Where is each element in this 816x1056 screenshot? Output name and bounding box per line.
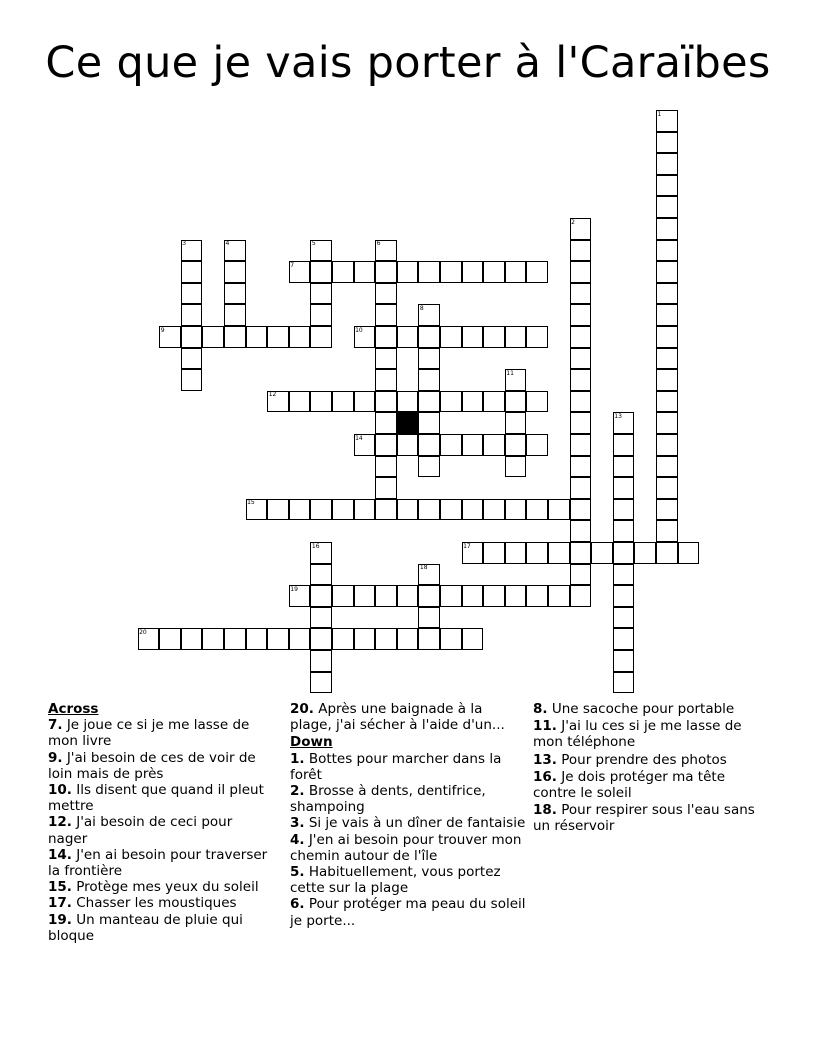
clue-text: Si je vais à un dîner de fantaisie — [304, 815, 526, 832]
grid-cell[interactable] — [354, 585, 376, 607]
grid-cell[interactable] — [634, 542, 656, 564]
grid-cell[interactable] — [570, 412, 592, 434]
clue-number: 20 — [139, 628, 147, 636]
clue-number-label: 3. — [290, 815, 305, 832]
grid-cell[interactable] — [656, 153, 678, 175]
clue-number-label: 1. — [290, 750, 305, 767]
clue-number: 3 — [182, 240, 187, 248]
page-title: Ce que je vais porter à l'Caraïbes — [45, 38, 771, 88]
clue-text: Après une baignade à la plage, j'ai sécher à l'aide d'un... — [290, 701, 505, 734]
clue-item — [48, 814, 270, 846]
grid-cell[interactable] — [375, 261, 397, 283]
grid-cell[interactable] — [483, 542, 505, 564]
grid-cell[interactable] — [375, 434, 397, 456]
grid-cell[interactable] — [310, 672, 332, 694]
grid-cell[interactable] — [332, 391, 354, 413]
clue-number: 10 — [355, 326, 363, 334]
grid-cell[interactable] — [397, 326, 419, 348]
grid-cell[interactable] — [613, 564, 635, 586]
grid-cell[interactable] — [656, 434, 678, 456]
grid-cell[interactable] — [418, 412, 440, 434]
grid-cell[interactable] — [656, 326, 678, 348]
clue-text: Pour respirer sous l'eau sans un réservoir — [533, 802, 755, 835]
grid-cell[interactable] — [418, 585, 440, 607]
grid-cell[interactable] — [375, 391, 397, 413]
grid-cell[interactable] — [375, 283, 397, 305]
clue-item — [533, 718, 769, 750]
clue-text: Habituellement, vous portez cette sur la plage — [290, 864, 501, 897]
grid-cell[interactable] — [332, 499, 354, 521]
grid-cell[interactable] — [224, 326, 246, 348]
grid-cell[interactable] — [181, 261, 203, 283]
grid-cell[interactable] — [310, 304, 332, 326]
clues-column-3 — [533, 701, 769, 835]
grid-cell[interactable] — [656, 175, 678, 197]
grid-cell[interactable] — [310, 391, 332, 413]
grid-cell[interactable] — [397, 434, 419, 456]
grid-cell[interactable] — [375, 499, 397, 521]
grid-cell[interactable] — [570, 542, 592, 564]
clue-text: Protège mes yeux du soleil — [71, 879, 259, 896]
clue-text: J'en ai besoin pour trouver mon chemin autour de l'île — [290, 831, 522, 864]
grid-cell[interactable] — [613, 434, 635, 456]
grid-cell[interactable] — [224, 261, 246, 283]
clue-text: Chasser les moustiques — [71, 895, 237, 912]
grid-cell[interactable] — [354, 628, 376, 650]
grid-cell[interactable] — [548, 542, 570, 564]
grid-cell[interactable] — [332, 585, 354, 607]
grid-cell[interactable] — [310, 564, 332, 586]
clue-number: 12 — [268, 391, 277, 399]
clue-number-label: 6. — [290, 896, 305, 913]
grid-cell[interactable] — [570, 564, 592, 586]
clue-text: Brosse à dents, dentifrice, shampoing — [290, 783, 486, 816]
grid-cell[interactable] — [289, 628, 311, 650]
grid-cell[interactable] — [656, 304, 678, 326]
clue-number-label: 19. — [48, 911, 72, 928]
clue-number: 16 — [311, 542, 320, 550]
grid-cell[interactable] — [310, 261, 332, 283]
grid-cell[interactable] — [310, 585, 332, 607]
clue-number: 5 — [311, 240, 316, 248]
grid-cell[interactable] — [505, 456, 527, 478]
grid-cell[interactable] — [483, 434, 505, 456]
clue-number-label: 11. — [533, 718, 557, 735]
clue-text: J'ai besoin de ces de voir de loin mais de près — [48, 749, 256, 782]
grid-cell[interactable] — [656, 477, 678, 499]
clue-number-label: 5. — [290, 864, 305, 881]
grid-cell[interactable] — [656, 348, 678, 370]
grid-cell[interactable] — [397, 628, 419, 650]
clue-item — [290, 815, 526, 831]
clue-text: J'en ai besoin pour traverser la frontière — [48, 846, 268, 880]
clue-number: 19 — [290, 585, 298, 593]
grid-cell[interactable] — [570, 304, 592, 326]
clue-item — [48, 895, 270, 911]
grid-cell[interactable] — [526, 261, 548, 283]
grid-cell[interactable] — [505, 412, 527, 434]
grid-cell[interactable] — [267, 628, 289, 650]
grid-cell[interactable] — [354, 391, 376, 413]
clue-item — [533, 701, 769, 717]
grid-cell[interactable] — [440, 326, 462, 348]
clue-item — [290, 701, 526, 733]
down-heading: Down — [290, 734, 333, 751]
clue-number: 17 — [463, 542, 471, 550]
grid-cell[interactable] — [570, 434, 592, 456]
grid-cell[interactable] — [505, 542, 527, 564]
grid-cell[interactable] — [656, 261, 678, 283]
grid-cell[interactable] — [462, 261, 484, 283]
grid-cell[interactable] — [289, 391, 311, 413]
grid-cell[interactable] — [548, 585, 570, 607]
grid-cell[interactable] — [418, 499, 440, 521]
clues-column-2 — [290, 701, 526, 929]
grid-cell[interactable] — [418, 348, 440, 370]
grid-cell[interactable] — [440, 499, 462, 521]
clue-number: 14 — [355, 434, 363, 442]
grid-cell[interactable] — [656, 218, 678, 240]
grid-cell[interactable] — [310, 326, 332, 348]
grid-cell[interactable] — [181, 369, 203, 391]
grid-cell[interactable] — [656, 456, 678, 478]
clue-item — [533, 752, 769, 768]
grid-cell[interactable] — [440, 585, 462, 607]
grid-cell[interactable] — [462, 434, 484, 456]
clue-item — [48, 750, 270, 782]
grid-cell[interactable] — [570, 499, 592, 521]
grid-cell[interactable] — [656, 391, 678, 413]
grid-cell[interactable] — [613, 542, 635, 564]
grid-cell[interactable] — [462, 499, 484, 521]
grid-cell[interactable] — [505, 499, 527, 521]
clue-number: 11 — [506, 369, 514, 377]
grid-cell[interactable] — [656, 283, 678, 305]
down-clue-list-continued — [533, 701, 769, 835]
clue-number: 13 — [614, 412, 622, 420]
grid-cell[interactable] — [483, 391, 505, 413]
grid-cell[interactable] — [613, 520, 635, 542]
grid-cell[interactable] — [375, 477, 397, 499]
clue-item — [48, 879, 270, 895]
grid-cell[interactable] — [462, 391, 484, 413]
clue-number-label: 17. — [48, 895, 72, 912]
clue-item — [48, 782, 270, 814]
clues-column-1 — [48, 701, 270, 944]
grid-cell[interactable] — [613, 499, 635, 521]
clue-item — [290, 896, 526, 928]
grid-cell[interactable] — [418, 391, 440, 413]
grid-cell[interactable] — [656, 542, 678, 564]
clue-text: J'ai lu ces si je me lasse de mon téléphone — [533, 718, 742, 751]
grid-cell[interactable] — [310, 650, 332, 672]
clue-item — [48, 912, 270, 944]
across-heading: Across — [48, 701, 99, 717]
grid-cell[interactable] — [591, 542, 613, 564]
grid-cell[interactable] — [289, 499, 311, 521]
grid-cell[interactable] — [613, 456, 635, 478]
grid-cell[interactable] — [526, 391, 548, 413]
grid-cell[interactable] — [224, 628, 246, 650]
grid-cell[interactable] — [418, 607, 440, 629]
grid-cell[interactable] — [678, 542, 700, 564]
grid-cell[interactable] — [418, 628, 440, 650]
grid-cell[interactable] — [375, 585, 397, 607]
grid-cell[interactable] — [505, 391, 527, 413]
grid-cell[interactable] — [310, 499, 332, 521]
grid-cell[interactable] — [375, 369, 397, 391]
grid-cell[interactable] — [181, 283, 203, 305]
grid-cell[interactable] — [462, 628, 484, 650]
grid-cell[interactable] — [397, 261, 419, 283]
grid-cell[interactable] — [310, 628, 332, 650]
grid-cell[interactable] — [375, 304, 397, 326]
grid-cell[interactable] — [505, 261, 527, 283]
clue-text: Pour prendre des photos — [556, 751, 727, 768]
grid-cell[interactable] — [656, 369, 678, 391]
grid-cell[interactable] — [505, 585, 527, 607]
grid-cell[interactable] — [246, 628, 268, 650]
clue-text: Je dois protéger ma tête contre le soleil — [533, 768, 726, 802]
clue-text: Pour protéger ma peau du soleil je porte... — [290, 896, 526, 929]
grid-cell[interactable] — [483, 585, 505, 607]
grid-cell[interactable] — [181, 304, 203, 326]
clue-number: 15 — [247, 499, 255, 507]
grid-cell[interactable] — [202, 628, 224, 650]
grid-cell[interactable] — [570, 326, 592, 348]
grid-cell[interactable] — [224, 283, 246, 305]
grid-cell[interactable] — [267, 326, 289, 348]
clue-number: 18 — [419, 564, 428, 572]
grid-cell[interactable] — [440, 261, 462, 283]
grid-cell[interactable] — [613, 628, 635, 650]
grid-cell[interactable] — [548, 499, 570, 521]
clue-item — [290, 832, 526, 864]
clue-item — [290, 751, 526, 783]
grid-cell[interactable] — [462, 585, 484, 607]
grid-cell[interactable] — [613, 607, 635, 629]
grid-cell[interactable] — [332, 628, 354, 650]
grid-cell[interactable] — [570, 283, 592, 305]
grid-cell[interactable] — [332, 261, 354, 283]
clue-number-label: 14. — [48, 846, 72, 863]
grid-cell[interactable] — [570, 369, 592, 391]
grid-cell[interactable] — [375, 326, 397, 348]
grid-cell[interactable] — [613, 672, 635, 694]
grid-cell[interactable] — [224, 304, 246, 326]
clue-number-label: 20. — [290, 701, 314, 717]
grid-cell[interactable] — [483, 326, 505, 348]
clue-item — [48, 847, 270, 879]
grid-cell[interactable] — [526, 434, 548, 456]
grid-cell[interactable] — [505, 434, 527, 456]
grid-cell[interactable] — [375, 628, 397, 650]
clue-number-label: 10. — [48, 782, 72, 799]
grid-cell[interactable] — [570, 240, 592, 262]
clue-number-label: 7. — [48, 717, 63, 734]
grid-cell[interactable] — [505, 326, 527, 348]
across-clue-list — [48, 717, 270, 944]
clue-text: Une sacoche pour portable — [547, 701, 735, 717]
grid-cell[interactable] — [289, 326, 311, 348]
grid-cell[interactable] — [354, 499, 376, 521]
grid-cell[interactable] — [159, 628, 181, 650]
clue-number-label: 12. — [48, 814, 72, 831]
clue-number: 1 — [657, 110, 662, 118]
grid-cell[interactable] — [656, 196, 678, 218]
grid-cell[interactable] — [526, 326, 548, 348]
grid-cell[interactable] — [181, 348, 203, 370]
clue-item — [533, 802, 769, 834]
clue-number-label: 13. — [533, 751, 557, 768]
clue-text: Bottes pour marcher dans la forêt — [290, 750, 502, 783]
grid-cell[interactable] — [418, 456, 440, 478]
across-clue-list-continued — [290, 701, 526, 733]
clue-number: 2 — [571, 218, 575, 226]
grid-cell[interactable] — [181, 628, 203, 650]
clue-item — [533, 769, 769, 801]
grid-cell[interactable] — [656, 520, 678, 542]
grid-cell[interactable] — [656, 412, 678, 434]
grid-cell[interactable] — [656, 132, 678, 154]
grid-cell[interactable] — [656, 240, 678, 262]
clue-number: 8 — [419, 304, 424, 312]
clue-item — [290, 783, 526, 815]
grid-cell[interactable] — [570, 477, 592, 499]
grid-cell[interactable] — [526, 499, 548, 521]
grid-cell[interactable] — [526, 542, 548, 564]
grid-cell[interactable] — [418, 369, 440, 391]
clue-number-label: 2. — [290, 783, 305, 800]
grid-cell[interactable] — [181, 326, 203, 348]
grid-cell[interactable] — [462, 326, 484, 348]
clue-number-label: 15. — [48, 879, 72, 896]
grid-cell[interactable] — [613, 650, 635, 672]
grid-cell[interactable] — [570, 348, 592, 370]
grid-cell[interactable] — [570, 261, 592, 283]
clue-number: 7 — [290, 261, 295, 269]
grid-cell[interactable] — [397, 499, 419, 521]
clue-item — [290, 864, 526, 896]
grid-cell[interactable] — [375, 412, 397, 434]
grid-cell[interactable] — [483, 261, 505, 283]
grid-cell[interactable] — [418, 434, 440, 456]
grid-cell[interactable] — [483, 499, 505, 521]
grid-cell[interactable] — [202, 326, 224, 348]
grid-cell[interactable] — [310, 607, 332, 629]
grid-cell[interactable] — [570, 520, 592, 542]
grid-cell[interactable] — [354, 261, 376, 283]
grid-cell[interactable] — [246, 326, 268, 348]
clue-number-label: 9. — [48, 749, 63, 766]
clue-number: 4 — [225, 240, 230, 248]
clue-text: J'ai besoin de ceci pour nager — [48, 814, 233, 847]
clue-text: Je joue ce si je me lasse de mon livre — [48, 717, 250, 750]
black-square — [397, 412, 419, 434]
grid-cell[interactable] — [613, 585, 635, 607]
clue-number: 6 — [376, 240, 381, 248]
grid-cell[interactable] — [310, 283, 332, 305]
clue-number-label: 8. — [533, 701, 548, 717]
down-clue-list — [290, 751, 526, 929]
grid-cell[interactable] — [397, 585, 419, 607]
grid-cell[interactable] — [267, 499, 289, 521]
grid-cell[interactable] — [375, 348, 397, 370]
grid-cell[interactable] — [656, 499, 678, 521]
grid-cell[interactable] — [418, 261, 440, 283]
clue-text: Ils disent que quand il pleut mettre — [48, 782, 264, 815]
clue-number: 9 — [160, 326, 165, 334]
grid-cell[interactable] — [397, 391, 419, 413]
clue-item — [48, 717, 270, 749]
clue-text: Un manteau de pluie qui bloque — [48, 911, 243, 944]
grid-cell[interactable] — [440, 434, 462, 456]
grid-cell[interactable] — [526, 585, 548, 607]
grid-cell[interactable] — [570, 585, 592, 607]
grid-cell[interactable] — [570, 391, 592, 413]
clue-number-label: 18. — [533, 802, 557, 819]
grid-cell[interactable] — [613, 477, 635, 499]
clue-number-label: 4. — [290, 831, 305, 848]
grid-cell[interactable] — [440, 391, 462, 413]
grid-cell[interactable] — [440, 628, 462, 650]
grid-cell[interactable] — [418, 326, 440, 348]
clue-number-label: 16. — [533, 768, 557, 785]
grid-cell[interactable] — [375, 456, 397, 478]
grid-cell[interactable] — [570, 456, 592, 478]
